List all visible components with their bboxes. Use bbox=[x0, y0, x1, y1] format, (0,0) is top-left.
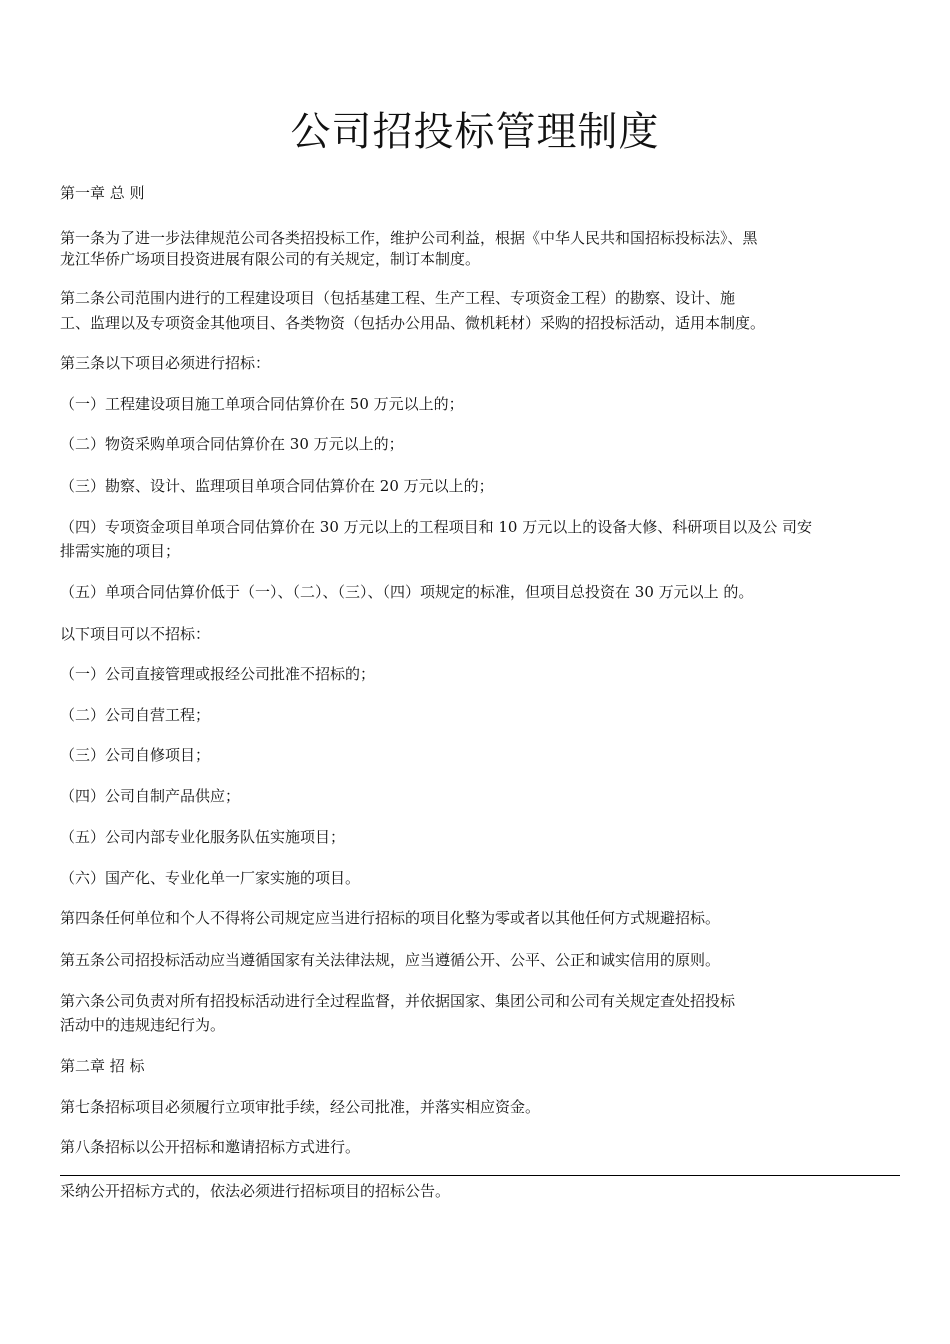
article-3-item-5: （五）单项合同估算价低于（一）、（二）、（三）、（四）项规定的标准，但项目总投资在 30 万元以上 的。 bbox=[60, 583, 754, 601]
chapter-1-heading: 第一章 总 则 bbox=[60, 184, 145, 202]
article-8: 第八条招标以公开招标和邀请招标方式进行。 bbox=[60, 1138, 361, 1156]
article-3-item-4-line-1: （四）专项资金项目单项合同估算价在 30 万元以上的工程项目和 10 万元以上的设备大修、科研项目以及公 司安 bbox=[60, 518, 813, 536]
article-3-item-4-line-2: 排需实施的项目； bbox=[60, 542, 181, 560]
exemption-heading: 以下项目可以不招标： bbox=[60, 625, 211, 643]
exemption-item-4: （四）公司自制产品供应； bbox=[60, 787, 241, 805]
article-3-item-2: （二）物资采购单项合同估算价在 30 万元以上的； bbox=[60, 435, 404, 453]
public-tender-note: 采纳公开招标方式的，依法必须进行招标项目的招标公告。 bbox=[60, 1182, 451, 1200]
article-7: 第七条招标项目必须履行立项审批手续，经公司批准，并落实相应资金。 bbox=[60, 1098, 541, 1116]
exemption-item-3: （三）公司自修项目； bbox=[60, 746, 211, 764]
exemption-item-5: （五）公司内部专业化服务队伍实施项目； bbox=[60, 828, 346, 846]
article-1-line-2: 龙江华侨广场项目投资进展有限公司的有关规定，制订本制度。 bbox=[60, 250, 481, 268]
exemption-item-6: （六）国产化、专业化单一厂家实施的项目。 bbox=[60, 869, 361, 887]
article-3-item-3: （三）勘察、设计、监理项目单项合同估算价在 20 万元以上的； bbox=[60, 477, 494, 495]
article-2-line-2: 工、监理以及专项资金其他项目、各类物资（包括办公用品、微机耗材）采购的招投标活动，适用本制度。 bbox=[60, 314, 766, 332]
document-title: 公司招投标管理制度 bbox=[290, 109, 660, 155]
exemption-item-1: （一）公司直接管理或报经公司批准不招标的； bbox=[60, 665, 376, 683]
article-2-line-1: 第二条公司范围内进行的工程建设项目（包括基建工程、生产工程、专项资金工程）的勘察、设计、施 bbox=[60, 289, 736, 307]
article-4: 第四条任何单位和个人不得将公司规定应当进行招标的项目化整为零或者以其他任何方式规避招标。 bbox=[60, 909, 721, 927]
article-6-line-2: 活动中的违规违纪行为。 bbox=[60, 1016, 226, 1034]
article-1-line-1: 第一条为了进一步法律规范公司各类招投标工作，维护公司利益，根据《中华人民共和国招标投标法》、黑 bbox=[60, 229, 758, 247]
exemption-item-2: （二）公司自营工程； bbox=[60, 706, 211, 724]
horizontal-divider bbox=[60, 1175, 900, 1176]
article-6-line-1: 第六条公司负责对所有招投标活动进行全过程监督，并依据国家、集团公司和公司有关规定查处招投标 bbox=[60, 992, 736, 1010]
article-5: 第五条公司招投标活动应当遵循国家有关法律法规，应当遵循公开、公平、公正和诚实信用的原则。 bbox=[60, 951, 721, 969]
article-3: 第三条以下项目必须进行招标： bbox=[60, 354, 271, 372]
chapter-2-heading: 第二章 招 标 bbox=[60, 1057, 145, 1075]
article-3-item-1: （一）工程建设项目施工单项合同估算价在 50 万元以上的； bbox=[60, 395, 464, 413]
